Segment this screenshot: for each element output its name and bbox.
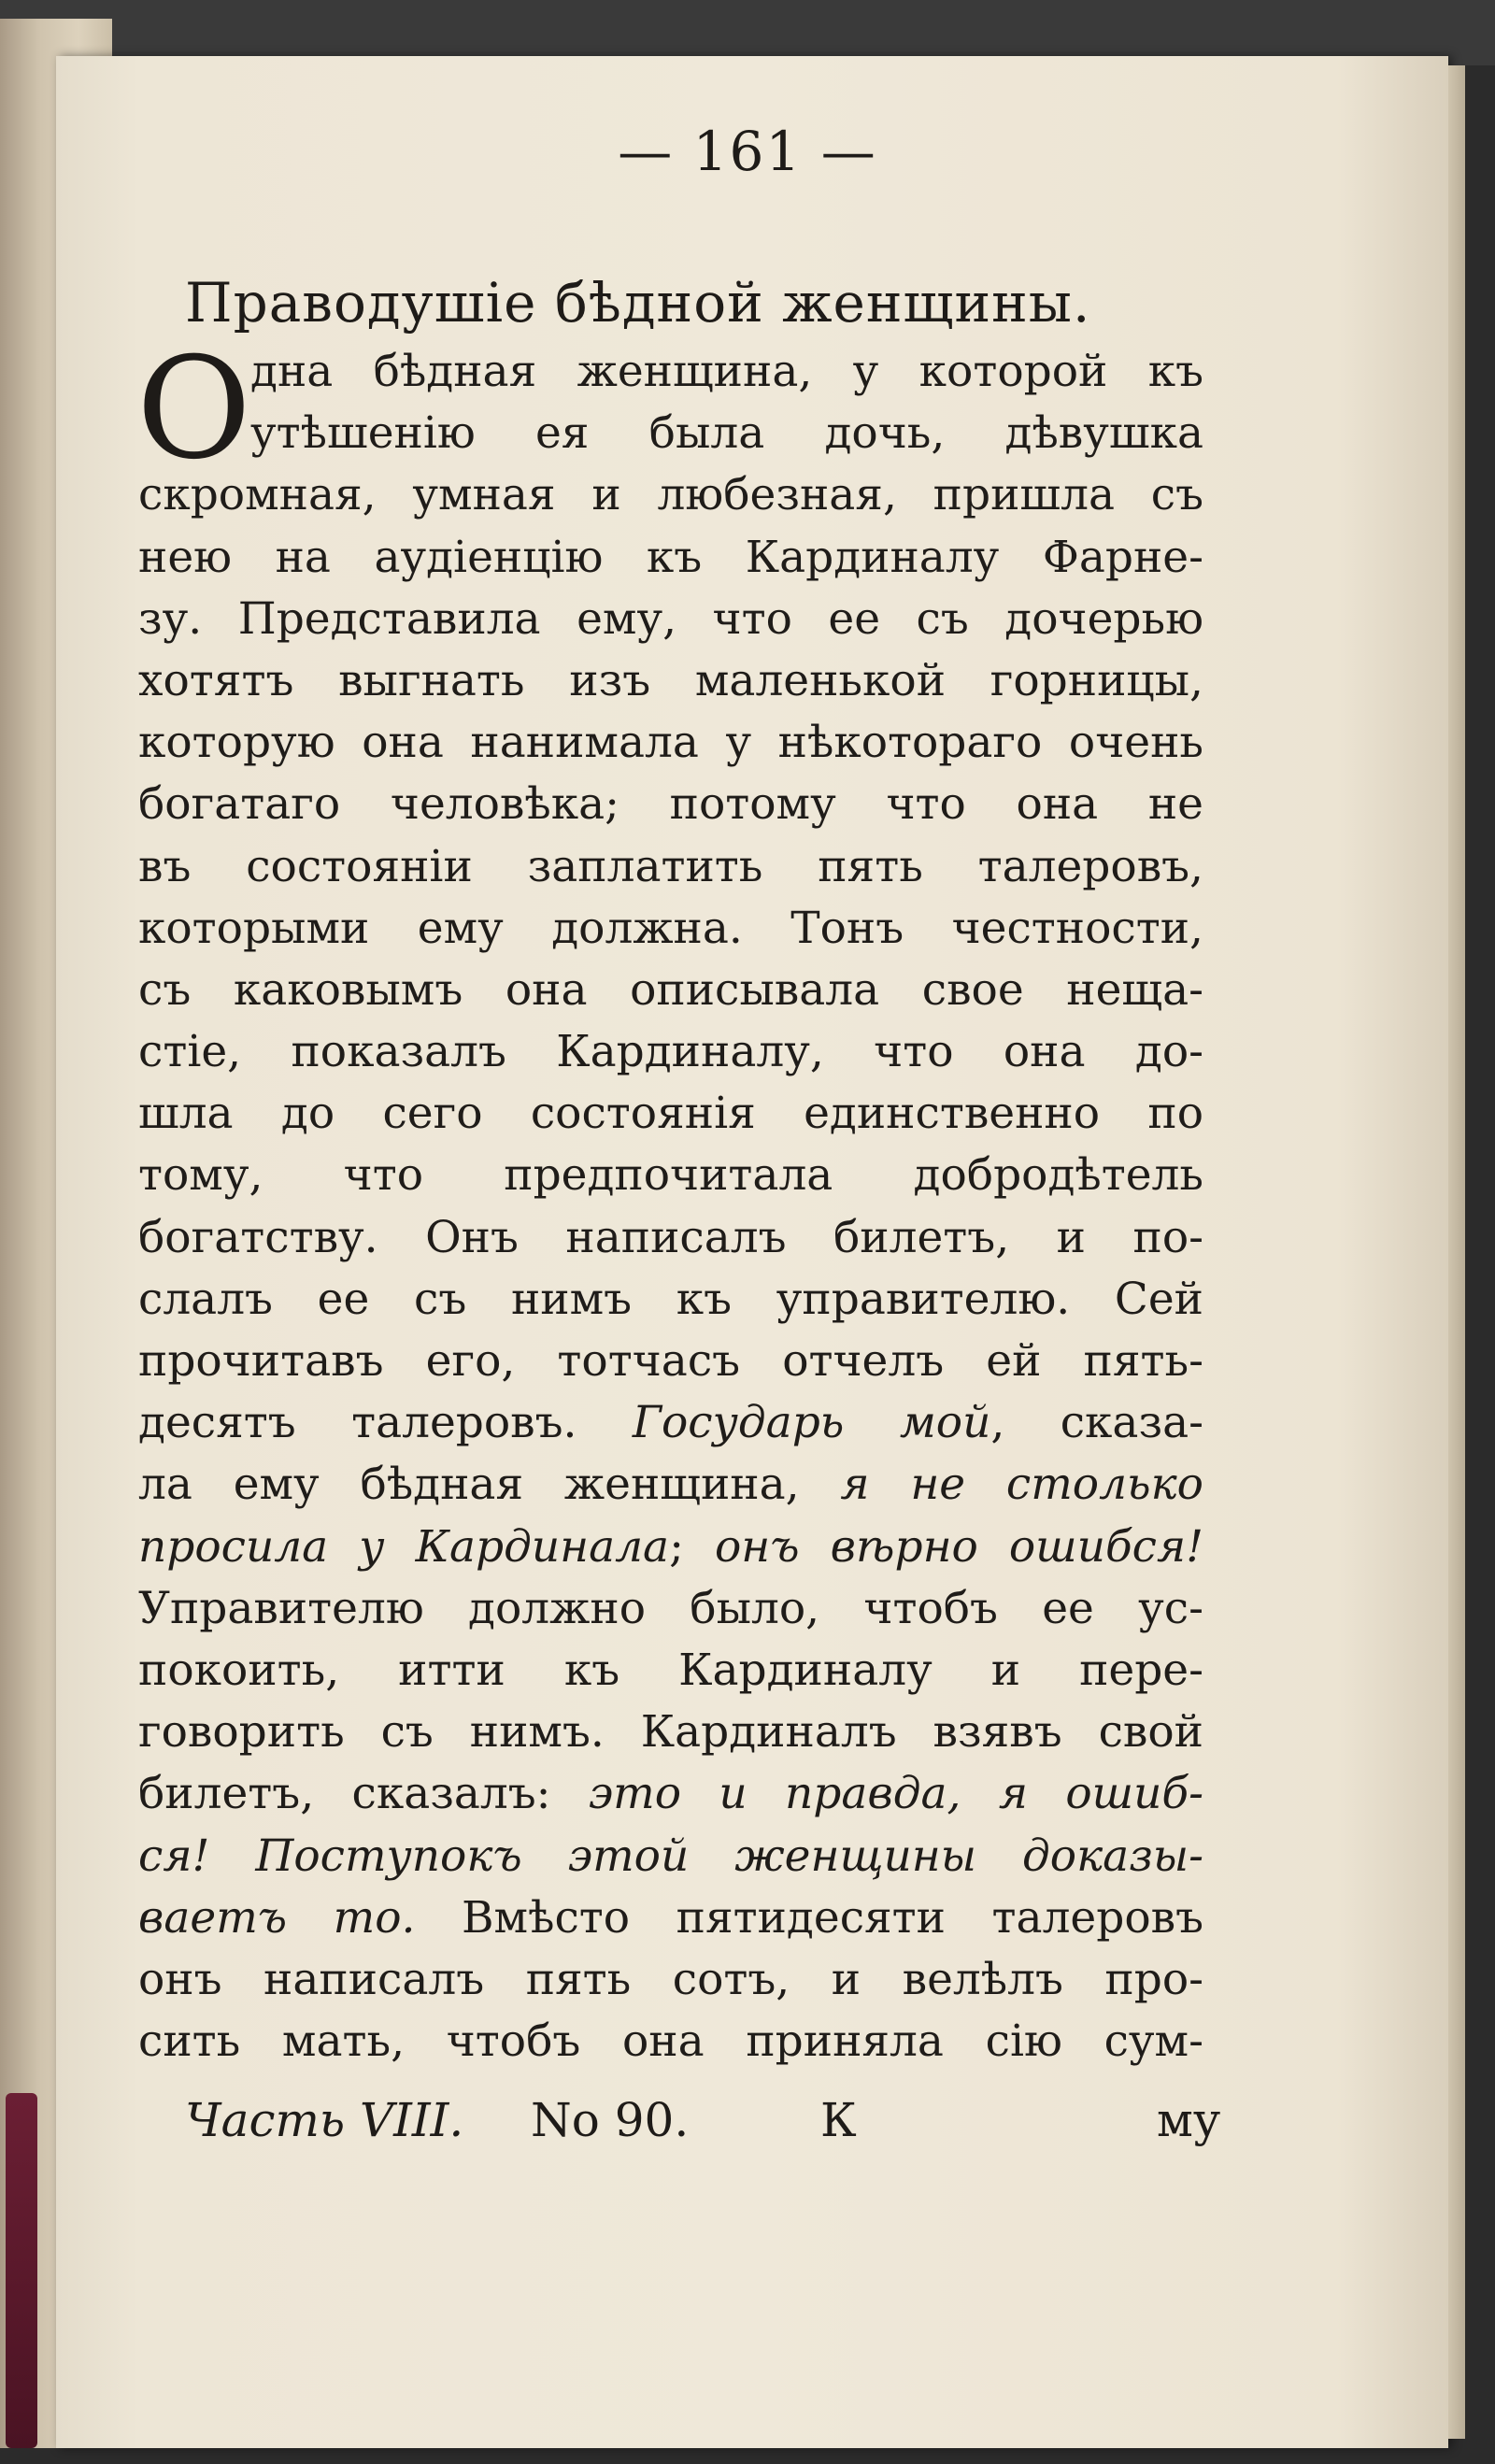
text-line: говорить съ нимъ. Кардиналъ взявъ свой xyxy=(138,1706,1203,1759)
text-line: тому, что предпочитала добродѣтель xyxy=(138,1149,1203,1202)
text-line: шла до сего состоянія единственно по xyxy=(138,1088,1203,1140)
italic-phrase: просила у Кардинала xyxy=(138,1520,670,1573)
text-line: онъ написалъ пять сотъ, и велѣлъ про- xyxy=(138,1953,1203,2005)
italic-phrase: ся! Поступокъ этой женщины доказы- xyxy=(138,1830,1203,1882)
article-title: Праводушіе бѣдной женщины. xyxy=(185,271,1091,335)
text-line: богатству. Онъ написалъ билетъ, и по- xyxy=(138,1211,1203,1263)
text-line: которыми ему должна. Тонъ честности, xyxy=(138,902,1203,954)
text-segment: ; xyxy=(669,1520,684,1573)
text-line: утѣшенію ея была дочь, дѣвушка xyxy=(250,407,1203,460)
body-text xyxy=(136,328,1203,2072)
text-line xyxy=(138,1763,1203,1825)
text-line: нею на аудіенцію къ Кардиналу Фарне- xyxy=(138,531,1203,583)
text-line: прочитавъ его, тотчасъ отчелъ ей пять- xyxy=(138,1335,1203,1387)
text-line xyxy=(138,1392,1203,1454)
text-line xyxy=(138,1517,1203,1578)
italic-phrase: это и правда, я ошиб- xyxy=(588,1768,1203,1820)
text-line: которую она нанимала у нѣкотораго очень xyxy=(138,717,1203,769)
text-line: сить мать, чтобъ она приняла сію сум- xyxy=(138,2015,1203,2068)
text-line xyxy=(138,1887,1203,1949)
text-line: богатаго человѣка; потому что она не xyxy=(138,778,1203,831)
text-line xyxy=(138,1454,1203,1516)
footer-part: Часть VIII. xyxy=(185,2093,464,2147)
page-stack-edge xyxy=(1448,65,1465,2439)
text-line: хотятъ выгнать изъ маленькой горницы, xyxy=(138,654,1203,706)
italic-phrase: Государь мой xyxy=(632,1397,991,1449)
text-line: слалъ ее съ нимъ къ управителю. Сей xyxy=(138,1273,1203,1325)
drop-cap: О xyxy=(136,328,251,491)
text-line: Управителю должно было, чтобъ ее ус- xyxy=(138,1582,1203,1634)
footer-signature: К xyxy=(820,2093,857,2147)
text-line: покоить, итти къ Кардиналу и пере- xyxy=(138,1644,1203,1696)
bookmark-ribbon xyxy=(6,2093,37,2448)
text-line: дна бѣдная женщина, у которой къ xyxy=(250,346,1203,397)
text-segment: Вмѣсто пятидесяти талеровъ xyxy=(462,1891,1203,1944)
page-number-header: — 161 — xyxy=(618,120,877,183)
italic-phrase: онъ вѣрно ошибся! xyxy=(715,1520,1203,1573)
footer-catchword: му xyxy=(1157,2093,1221,2147)
text-line: зу. Представила ему, что ее съ дочерью xyxy=(138,592,1203,645)
text-line: скромная, умная и любезная, пришла съ xyxy=(138,469,1203,521)
text-line xyxy=(138,1826,1203,1887)
text-segment: ла ему бѣдная женщина, xyxy=(138,1459,800,1511)
page-footer xyxy=(185,2093,1221,2158)
footer-number: No 90. xyxy=(531,2093,690,2147)
italic-phrase: я не столько xyxy=(840,1459,1203,1511)
text-line: стіе, показалъ Кардиналу, что она до- xyxy=(138,1026,1203,1078)
text-line: въ состояніи заплатить пять талеровъ, xyxy=(138,840,1203,892)
text-line: съ каковымъ она описывала свое неща- xyxy=(138,963,1203,1016)
text-segment: десятъ талеровъ. xyxy=(138,1397,577,1449)
text-segment: билетъ, сказалъ: xyxy=(138,1768,551,1820)
italic-phrase: ваетъ то. xyxy=(138,1891,416,1944)
text-segment: , сказа- xyxy=(990,1397,1203,1449)
